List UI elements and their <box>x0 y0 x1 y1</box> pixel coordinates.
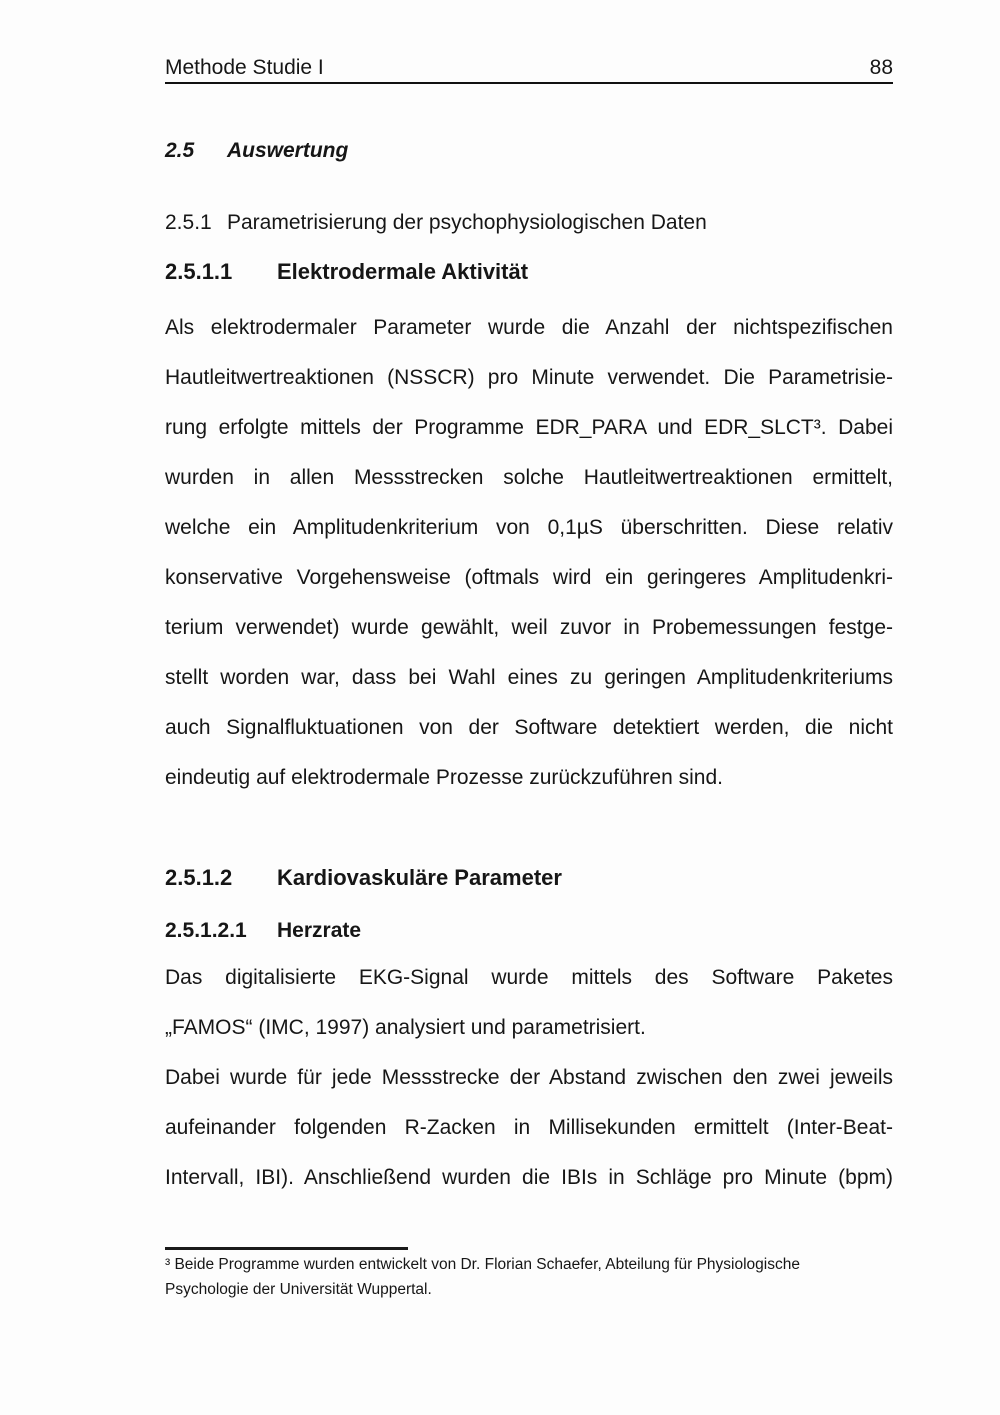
body-line: auch Signalfluktuationen von der Software detektiert werden, die nicht <box>165 716 893 739</box>
section-number: 2.5.1.2 <box>165 865 233 890</box>
footnote-separator-rule <box>165 1247 408 1250</box>
section-heading-2-5-1-2-1 <box>165 918 893 944</box>
paragraph-ibi <box>165 1053 893 1203</box>
body-line: konservative Vorgehensweise (oftmals wird ein geringeres Amplitudenkri- <box>165 566 893 589</box>
footnote-line: ³ Beide Programme wurden entwickelt von Dr. Florian Schaefer, Abteilung für Physiologische <box>165 1256 800 1273</box>
paragraph-famos <box>165 953 893 1053</box>
body-line: wurden in allen Messstrecken solche Hautleitwertreaktionen ermittelt, <box>165 466 893 489</box>
section-heading-2-5-1 <box>165 210 893 236</box>
footnote-line: Psychologie der Universität Wuppertal. <box>165 1281 432 1298</box>
section-title: Parametrisierung der psychophysiologischen Daten <box>227 211 707 234</box>
body-line: eindeutig auf elektrodermale Prozesse zurückzuführen sind. <box>165 766 723 789</box>
section-number: 2.5 <box>165 139 195 162</box>
section-title: Herzrate <box>277 919 362 942</box>
body-line: Hautleitwertreaktionen (NSSCR) pro Minute verwendet. Die Parametrisie- <box>165 366 893 389</box>
footnote <box>165 1252 893 1302</box>
section-heading-2-5 <box>165 138 893 164</box>
body-line: welche ein Amplitudenkriterium von 0,1µS überschritten. Diese relativ <box>165 516 893 539</box>
body-line: rung erfolgte mittels der Programme EDR_PARA und EDR_SLCT³. Dabei <box>165 416 893 439</box>
section-title: Auswertung <box>227 139 349 162</box>
section-heading-2-5-1-1 <box>165 258 893 285</box>
body-line: Dabei wurde für jede Messstrecke der Abstand zwischen den zwei jeweils <box>165 1066 893 1089</box>
body-line: stellt worden war, dass bei Wahl eines zu geringen Amplitudenkriteriums <box>165 666 893 689</box>
page-number: 88 <box>869 56 893 79</box>
body-line: terium verwendet) wurde gewählt, weil zuvor in Probemessungen festge- <box>165 616 893 639</box>
running-header-title: Methode Studie I <box>165 56 324 79</box>
paragraph-electrodermal <box>165 303 893 803</box>
body-line: aufeinander folgenden R-Zacken in Millisekunden ermittelt (Inter-Beat- <box>165 1116 893 1139</box>
body-line: Das digitalisierte EKG-Signal wurde mittels des Software Paketes <box>165 966 893 989</box>
section-heading-2-5-1-2 <box>165 864 893 891</box>
body-line: Als elektrodermaler Parameter wurde die Anzahl der nichtspezifischen <box>165 316 893 339</box>
section-title: Kardiovaskuläre Parameter <box>277 865 562 890</box>
running-header <box>165 56 893 84</box>
body-line: „FAMOS“ (IMC, 1997) analysiert und parametrisiert. <box>165 1016 646 1039</box>
section-number: 2.5.1.2.1 <box>165 919 247 942</box>
section-number: 2.5.1.1 <box>165 259 233 284</box>
section-title: Elektrodermale Aktivität <box>277 259 529 284</box>
section-number: 2.5.1 <box>165 211 212 234</box>
body-line: Intervall, IBI). Anschließend wurden die IBIs in Schläge pro Minute (bpm) <box>165 1166 893 1189</box>
